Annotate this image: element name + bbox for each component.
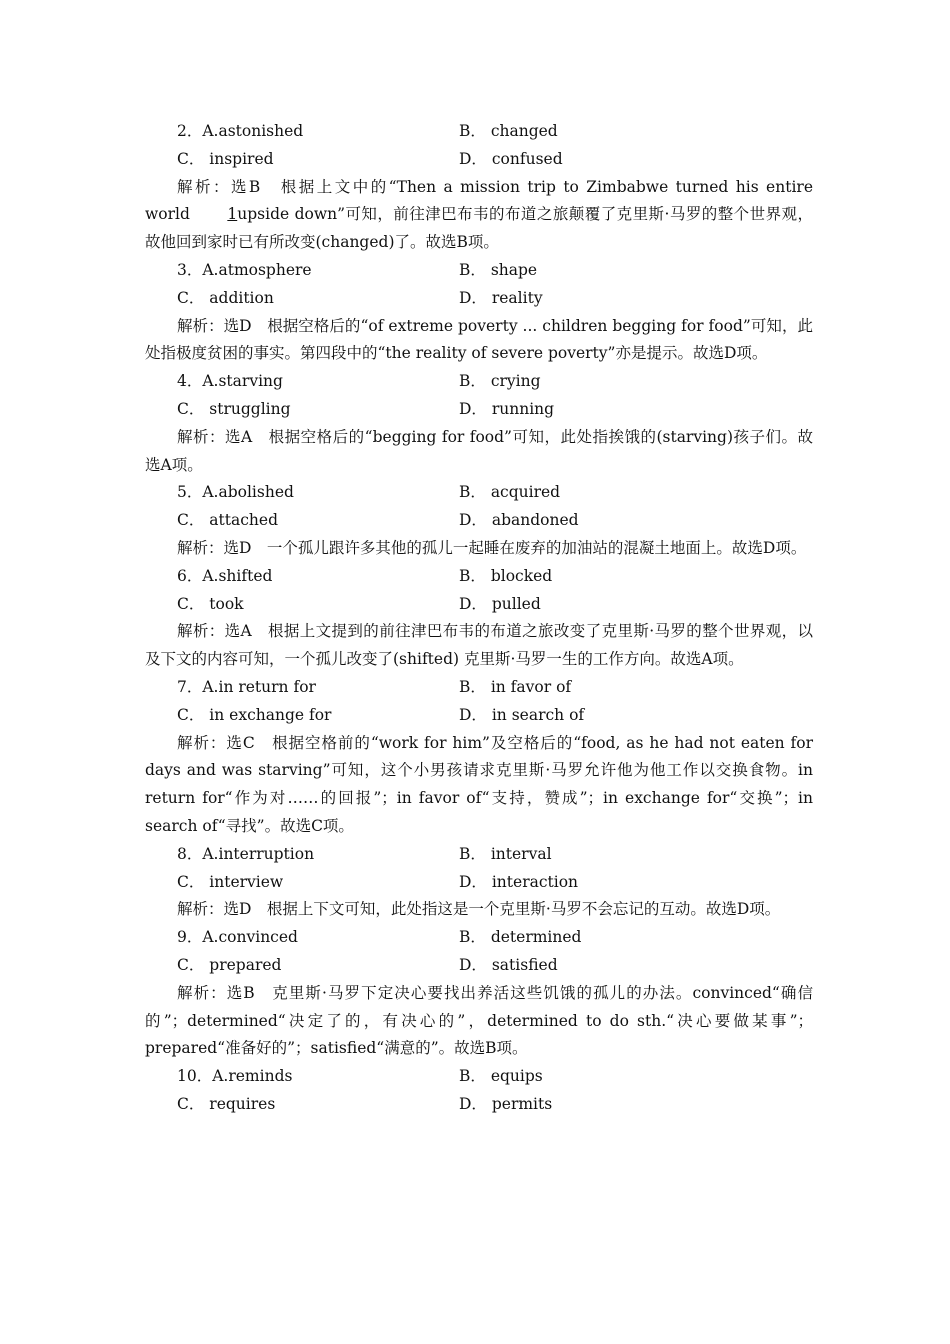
option-a: 2．A.astonished: [177, 122, 304, 140]
options-row-ab: [145, 841, 813, 869]
option-b: B． blocked: [459, 566, 553, 585]
option-a: 5．A.abolished: [177, 483, 294, 502]
explanation: 解析：选D 一个孤儿跟许多其他的孤儿一起睡在废弃的加油站的混凝土地面上。故选D项。: [177, 538, 807, 557]
option-a: 7．A.in return for: [177, 677, 316, 696]
option-a: 10．A.reminds: [177, 1067, 293, 1086]
option-c: C． attached: [177, 511, 278, 530]
options-row-cd: [145, 396, 813, 424]
options-row-ab: [145, 368, 813, 396]
explanation: 解析：选B 克里斯·马罗下定决心要找出养活这些饥饿的孤儿的办法。convinced“确信的”；determined“决定了的，有决心的”，determined to do sth.“决心要做某事”；prepared“准备好的”；satisfied“满意的”。故选B项。: [145, 983, 813, 1058]
option-d: D． interaction: [459, 872, 579, 891]
question-item-7: [145, 674, 813, 841]
options-row-cd: [145, 507, 813, 535]
options-row-cd: [145, 285, 813, 313]
option-a: 3．A.atmosphere: [177, 260, 312, 279]
option-a: 6．A.shifted: [177, 566, 273, 585]
option-c: C． requires: [177, 1094, 276, 1113]
explanation-text-post: upside down”可知，前往津巴布韦的布道之旅颠覆了克里斯·马罗的整个世界观，故他回到家时已有所改变(changed)了。故选B项。: [145, 205, 813, 252]
option-a: 8．A.interruption: [177, 844, 315, 863]
option-c: C． took: [177, 594, 244, 613]
option-b: B． equips: [459, 1067, 543, 1086]
option-a: 9．A.convinced: [177, 928, 298, 947]
option-c: C． struggling: [177, 399, 291, 418]
option-d: D． confused: [459, 149, 563, 168]
option-d: D． running: [459, 399, 555, 418]
option-d: D． reality: [459, 288, 543, 307]
option-c: C． inspired: [177, 149, 274, 168]
option-d: D． pulled: [459, 594, 541, 613]
question-item-3: [145, 257, 813, 368]
document-body: [145, 118, 813, 1119]
options-row-cd: [145, 952, 813, 980]
explanation: 解析：选A 根据上文提到的前往津巴布韦的布道之旅改变了克里斯·马罗的整个世界观，以及下文的内容可知，一个孤儿改变了(shifted) 克里斯·马罗一生的工作方向。故选A项。: [145, 622, 813, 669]
option-a: 4．A.starving: [177, 372, 283, 391]
options-row-cd: [145, 1091, 813, 1119]
explanation: [145, 174, 813, 257]
option-c: C． addition: [177, 288, 274, 307]
options-row-ab: [145, 563, 813, 591]
option-b: B． crying: [459, 372, 541, 391]
option-d: D． satisfied: [459, 955, 558, 974]
option-b: B． determined: [459, 928, 582, 947]
option-d: D． in search of: [459, 705, 585, 724]
option-b: B． in favor of: [459, 677, 572, 696]
option-c: C． interview: [177, 872, 284, 891]
options-row-cd: [145, 146, 813, 174]
question-item-4: [145, 368, 813, 479]
options-row-ab: [145, 118, 813, 146]
options-row-cd: [145, 591, 813, 619]
options-row-ab: [145, 924, 813, 952]
option-b: B． changed: [459, 122, 558, 140]
question-item-8: [145, 841, 813, 924]
explanation: 解析：选D 根据上下文可知，此处指这是一个克里斯·马罗不会忘记的互动。故选D项。: [177, 900, 781, 919]
options-row-ab: [145, 674, 813, 702]
question-item-6: [145, 563, 813, 674]
explanation: 解析：选D 根据空格后的“of extreme poverty ... children begging for food”可知，此处指极度贫困的事实。第四段中的“the reality of severe poverty”亦是提示。故选D项。: [145, 316, 813, 363]
blank-number: 1: [227, 205, 238, 224]
explanation-text-pre: 解析：选B 根据上文中的“Then a mission trip to Zimbabwe turned his entire world: [145, 177, 813, 224]
option-d: D． permits: [459, 1094, 553, 1113]
question-item-2: [145, 118, 813, 257]
option-c: C． in exchange for: [177, 705, 332, 724]
question-item-5: [145, 479, 813, 562]
question-item-9: [145, 924, 813, 1063]
options-row-cd: [145, 702, 813, 730]
question-item-10: [145, 1063, 813, 1119]
options-row-ab: [145, 257, 813, 285]
option-b: B． interval: [459, 844, 552, 863]
options-row-cd: [145, 869, 813, 897]
explanation: 解析：选A 根据空格后的“begging for food”可知，此处指挨饿的(starving)孩子们。故选A项。: [145, 427, 813, 474]
option-b: B． acquired: [459, 483, 561, 502]
option-d: D． abandoned: [459, 511, 579, 530]
options-row-ab: [145, 1063, 813, 1091]
options-row-ab: [145, 479, 813, 507]
option-c: C． prepared: [177, 955, 282, 974]
explanation: 解析：选C 根据空格前的“work for him”及空格后的“food, as he had not eaten for days and was starving”可知，这个小男孩请求克里斯·马罗允许他为他工作以交换食物。in return for“作为对……的回报”；in favor of“支持，赞成”；in exchange for“交换”；in search of“寻找”。故选C项。: [145, 733, 813, 835]
option-b: B． shape: [459, 260, 538, 279]
